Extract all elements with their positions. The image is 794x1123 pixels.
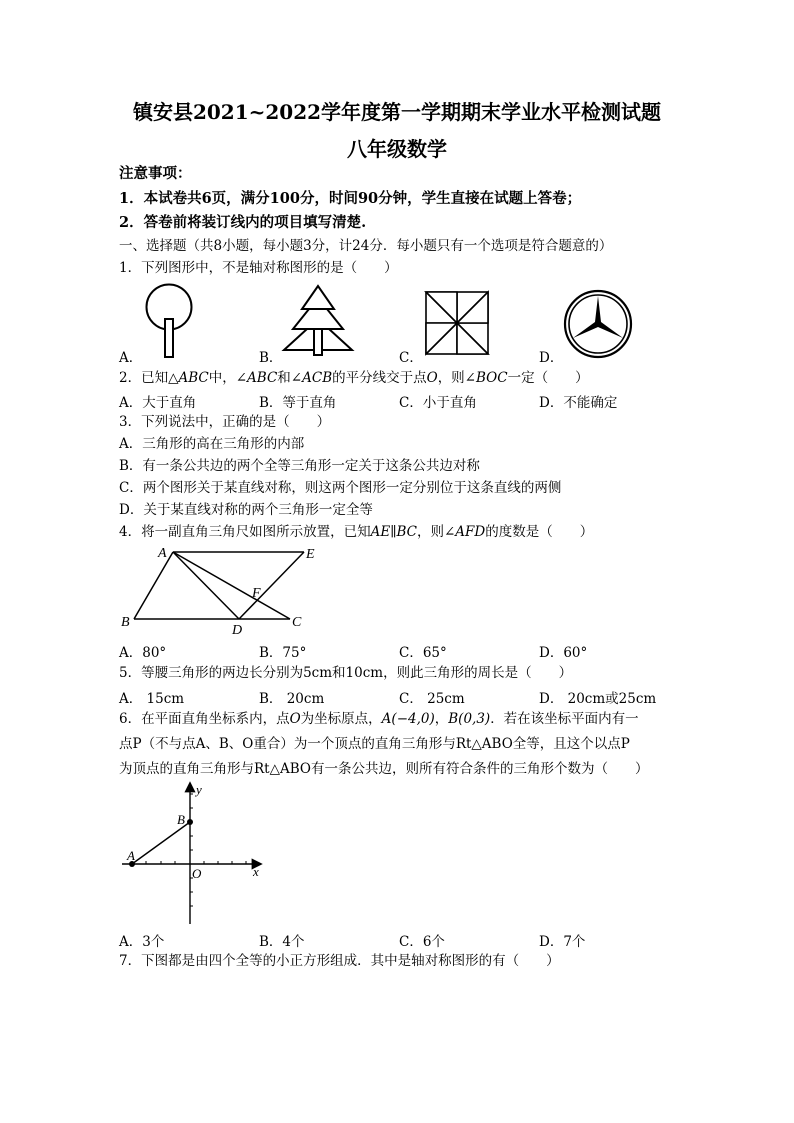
q2-option-a: A．大于直角 <box>119 395 197 411</box>
q3-stem: 3．下列说法中，正确的是（ ） <box>119 414 331 430</box>
q4-label-f: F <box>252 586 261 601</box>
q6-label-a: A <box>127 848 135 863</box>
q5-option-b: B． 20cm <box>259 691 325 707</box>
q6-line-2: 点P（不与点A、B、O重合）为一个顶点的直角三角形与Rt△ABO全等，且这个以点P <box>119 736 630 752</box>
notes-item-2: 2．答卷前将装订线内的项目填写清楚. <box>119 214 367 231</box>
q6-option-b: B．4个 <box>259 934 305 950</box>
pinwheel-icon <box>424 290 490 356</box>
pine-tree-icon <box>282 283 354 359</box>
notes-heading: 注意事项： <box>119 165 192 182</box>
three-pointed-star-circle-icon <box>563 289 633 359</box>
notes-item-1: 1．本试卷共6页，满分100分，时间90分钟，学生直接在试题上答卷； <box>119 190 582 207</box>
lollipop-icon <box>143 283 195 361</box>
q2-stem: 2．已知△ABC中，∠ABC和∠ACB的平分线交于点O，则∠BOC一定（ ） <box>119 370 589 386</box>
q6-label-o: O <box>192 866 202 881</box>
q4-option-a: A．80° <box>119 645 167 661</box>
q6-line-3: 为顶点的直角三角形与Rt△ABO有一条公共边，则所有符合条件的三角形个数为（ ） <box>119 761 649 777</box>
q3-option-c: C．两个图形关于某直线对称，则这两个图形一定分别位于这条直线的两侧 <box>119 480 562 496</box>
q6-label-y: y <box>196 782 202 797</box>
q1-option-b: B． <box>259 350 283 366</box>
section-heading: 一、选择题（共8小题，每小题3分，计24分．每小题只有一个选项是符合题意的） <box>119 238 613 254</box>
q3-option-b: B．有一条公共边的两个全等三角形一定关于这条公共边对称 <box>119 458 480 474</box>
exam-title: 镇安县2021~2022学年度第一学期期末学业水平检测试题 <box>132 100 662 124</box>
q1-stem: 1．下列图形中，不是轴对称图形的是（ ） <box>119 260 398 276</box>
q1-option-d: D． <box>539 350 564 366</box>
q6-label-x: x <box>253 864 259 879</box>
q4-label-d: D <box>232 623 243 638</box>
q4-stem: 4．将一副直角三角尺如图所示放置，已知AE∥BC，则∠AFD的度数是（ ） <box>119 524 594 540</box>
q4-option-c: C．65° <box>399 645 447 661</box>
q3-option-d: D．关于某直线对称的两个三角形一定全等 <box>119 502 373 518</box>
q2-option-c: C．小于直角 <box>399 395 477 411</box>
q4-label-b: B <box>121 615 130 630</box>
q4-triangle-figure <box>118 545 323 637</box>
q4-label-a: A <box>158 546 167 561</box>
q5-option-c: C． 25cm <box>399 691 465 707</box>
q6-option-a: A．3个 <box>119 934 165 950</box>
q1-option-a: A． <box>119 350 143 366</box>
q6-line-1: 6．在平面直角坐标系内，点O为坐标原点，A(−4,0)，B(0,3)．若在该坐标平面内有一 <box>119 711 639 727</box>
q4-label-e: E <box>306 547 315 562</box>
q5-option-a: A． 15cm <box>119 691 185 707</box>
q4-option-b: B．75° <box>259 645 307 661</box>
q1-option-c: C． <box>399 350 423 366</box>
q4-label-c: C <box>292 615 302 630</box>
q2-option-d: D．不能确定 <box>539 395 618 411</box>
q6-coordinate-figure <box>118 780 268 928</box>
q7-stem: 7．下图都是由四个全等的小正方形组成．其中是轴对称图形的有（ ） <box>119 953 560 969</box>
q3-option-a: A．三角形的高在三角形的内部 <box>119 436 305 452</box>
q5-option-d: D． 20cm或25cm <box>539 691 657 707</box>
q2-option-b: B．等于直角 <box>259 395 337 411</box>
q6-label-b: B <box>177 812 185 827</box>
q6-option-c: C．6个 <box>399 934 445 950</box>
q5-stem: 5．等腰三角形的两边长分别为5cm和10cm，则此三角形的周长是（ ） <box>119 665 573 681</box>
q4-option-d: D．60° <box>539 645 588 661</box>
exam-subtitle: 八年级数学 <box>347 137 447 161</box>
q6-option-d: D．7个 <box>539 934 586 950</box>
